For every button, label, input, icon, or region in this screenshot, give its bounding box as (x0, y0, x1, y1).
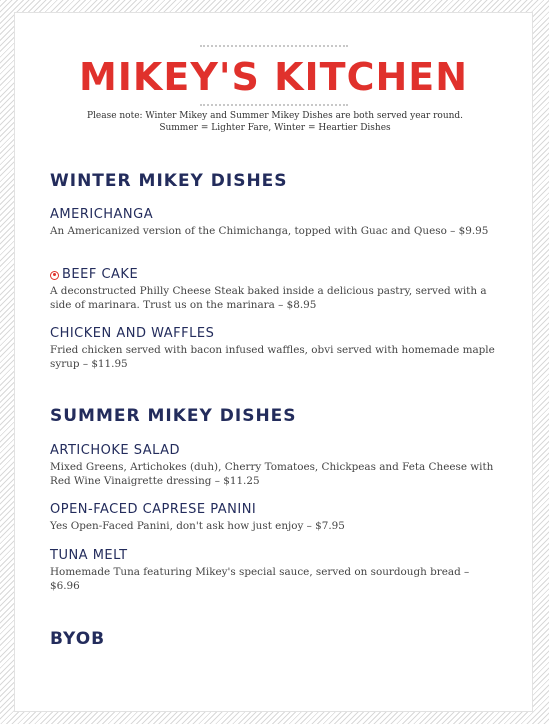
top-dotted-divider (200, 45, 348, 47)
item-name: CHICKEN AND WAFFLES (50, 326, 215, 341)
menu-item-caprese-panini (50, 502, 500, 533)
item-description: Homemade Tuna featuring Mikey's special sauce, served on sourdough bread – $6.96 (50, 566, 470, 592)
item-name-row (50, 267, 500, 283)
item-description: Yes Open-Faced Panini, don't ask how just enjoy – $7.95 (50, 520, 345, 532)
byob-heading: BYOB (50, 629, 106, 649)
item-name: AMERICHANGA (50, 207, 154, 222)
item-name: ARTICHOKE SALAD (50, 443, 181, 458)
menu-item-tuna-melt (50, 548, 500, 593)
item-description: Fried chicken served with bacon infused waffles, obvi served with homemade maple syrup – $11.95 (50, 344, 495, 370)
menu-card (14, 12, 533, 712)
menu-item-americhanga (50, 207, 500, 238)
menu-item-beef-cake (50, 267, 500, 312)
bottom-dotted-divider (200, 104, 348, 106)
winter-section-heading: WINTER MIKEY DISHES (50, 171, 288, 191)
item-description: Mixed Greens, Artichokes (duh), Cherry Tomatoes, Chickpeas and Feta Cheese with Red Wine Vinaigrette dressing – $11.25 (50, 461, 494, 487)
item-description: An Americanized version of the Chimichanga, topped with Guac and Queso – $9.95 (50, 225, 489, 237)
item-description: A deconstructed Philly Cheese Steak baked inside a delicious pastry, served with a side of marinara. Trust us on the marinara – $8.95 (50, 285, 487, 311)
menu-item-artichoke-salad (50, 443, 500, 488)
item-name: OPEN-FACED CAPRESE PANINI (50, 502, 257, 517)
summer-section-heading: SUMMER MIKEY DISHES (50, 406, 297, 426)
item-name: BEEF CAKE (62, 267, 139, 282)
menu-note: Please note: Winter Mikey and Summer Mikey Dishes are both served year round. Summer = Lighter Fare, Winter = Heartier Dishes (86, 111, 464, 133)
spicy-icon (50, 271, 59, 280)
menu-title: MIKEY'S KITCHEN (78, 55, 469, 99)
menu-item-chicken-and-waffles (50, 326, 500, 371)
item-name: TUNA MELT (50, 548, 128, 563)
